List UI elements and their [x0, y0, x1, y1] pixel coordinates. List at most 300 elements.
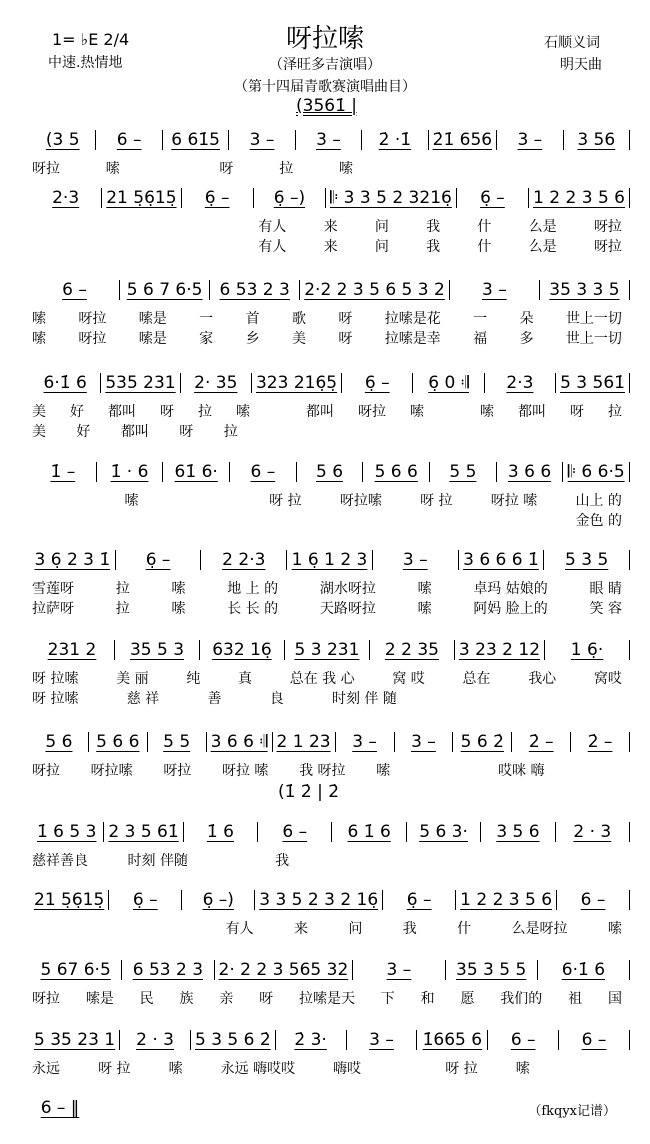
- lyric-word: 纯: [186, 671, 201, 687]
- lyric-word: 愿: [460, 991, 475, 1007]
- measure: 6̣ –: [364, 373, 390, 393]
- notation-line: [30, 1096, 90, 1120]
- lyric-word: 呀拉: [78, 331, 107, 347]
- bar-line: [629, 822, 630, 842]
- lyric-word: [32, 216, 40, 236]
- measure: 6 –: [580, 890, 606, 910]
- lyric-word: 窝哎: [593, 671, 622, 687]
- lyric-word: 么是: [528, 239, 557, 255]
- lyric-word: [274, 401, 282, 421]
- lyric-word: [614, 1058, 622, 1078]
- lyric-word: [424, 850, 432, 870]
- lyric-line: [32, 598, 622, 618]
- lyric-word: 拉: [608, 404, 622, 420]
- notation-line: [30, 820, 630, 844]
- measure: 6̣ –): [202, 890, 234, 910]
- lyric-word: 嗦是: [85, 991, 114, 1007]
- lyric-word: [394, 510, 402, 530]
- measure: 3 6̣ 2 3 1̇: [34, 550, 111, 570]
- song-title: 呀拉嗦: [285, 24, 364, 54]
- lyric-word: [166, 158, 174, 178]
- measure: 5 6: [316, 462, 344, 482]
- lyric-word: 问: [374, 219, 389, 235]
- measure: 2̇ ·1̇: [378, 130, 412, 150]
- lyric-word: 嗦: [32, 311, 46, 327]
- lyric-word: 时刻 伴 随: [331, 691, 397, 707]
- composer: 明天曲: [560, 57, 602, 73]
- lyric-word: 我: [402, 921, 417, 937]
- lyric-word: 卓玛 姑娘的: [473, 581, 548, 597]
- measure: 1̇ 6 5 3: [36, 822, 97, 842]
- lyric-word: 山上 的: [575, 493, 622, 509]
- lyric-word: [334, 510, 342, 530]
- lyric-word: [32, 236, 40, 256]
- lyric-word: 国: [607, 991, 622, 1007]
- measure: 3 –: [481, 280, 507, 300]
- lyric-word: [307, 421, 315, 441]
- lyric-word: [460, 421, 468, 441]
- lyric-word: [515, 510, 523, 530]
- lyric-word: 美: [32, 404, 46, 420]
- lyric-word: 呀 拉嗦: [32, 671, 79, 687]
- measure: 5 6 6: [374, 462, 418, 482]
- lyric-word: 亲: [219, 991, 234, 1007]
- transcriber-credit: （fkqyx记谱）: [528, 1104, 616, 1119]
- measure: 5 6 6: [96, 732, 140, 752]
- lyric-word: 我: [426, 239, 441, 255]
- lyric-word: 拉: [198, 404, 212, 420]
- lyric-line: [32, 918, 622, 938]
- lyric-line: [32, 216, 622, 236]
- lyric-word: [32, 490, 40, 510]
- bar-line: [629, 130, 630, 150]
- lyric-word: 和: [420, 991, 435, 1007]
- contest-note: （第十四届青歌赛演唱曲目）: [234, 79, 416, 95]
- lyric-word: 阿妈 脸上的: [473, 601, 548, 617]
- lyric-line: [32, 578, 622, 598]
- measure: 3 56: [577, 130, 616, 150]
- measure: 323 216̣5̣: [255, 373, 338, 393]
- bar-line: [629, 280, 630, 300]
- lyric-word: 多: [519, 331, 534, 347]
- lyric-word: 呀拉: [32, 763, 60, 779]
- lyric-word: 祖: [568, 991, 583, 1007]
- lyricist: 石顺义词: [544, 35, 600, 51]
- lyric-word: [213, 216, 221, 236]
- lyric-word: 良: [269, 691, 284, 707]
- lyric-word: [92, 510, 100, 530]
- lyric-word: 首: [245, 311, 260, 327]
- lyric-word: 拉: [115, 581, 130, 597]
- lyric-word: 天路呀拉: [319, 601, 376, 617]
- lyric-line: [32, 688, 622, 708]
- lyric-line: [32, 236, 622, 256]
- lyric-word: 嗦: [338, 161, 353, 177]
- lyric-word: 什: [477, 219, 492, 235]
- lyric-word: 美: [291, 331, 306, 347]
- measure: 2 · 3: [136, 1030, 174, 1050]
- bar-line: [629, 373, 630, 393]
- lyric-word: 嗦: [480, 404, 494, 420]
- measure: 6 –: [116, 130, 142, 150]
- lyric-word: 都叫: [306, 404, 334, 420]
- lyric-word: [566, 850, 574, 870]
- measure: 5 6 7 6·5: [126, 280, 203, 300]
- measure: 5 3 5 6 2̇: [194, 1030, 271, 1050]
- intro-notes: (3561̇ |: [296, 96, 358, 116]
- measure: 3 23 2 12: [458, 640, 541, 660]
- lyric-word: [80, 918, 88, 938]
- notation-line: [30, 548, 630, 572]
- lyric-word: 嗦: [124, 493, 139, 509]
- lyric-word: 我: [275, 853, 290, 869]
- lyric-word: 呀 拉: [269, 493, 302, 509]
- lyric-word: 湖水呀拉: [319, 581, 376, 597]
- lyric-word: [129, 918, 137, 938]
- measure: 2̇ 3·: [294, 1030, 327, 1050]
- lyric-word: 歌: [291, 311, 306, 327]
- lyric-word: [399, 1058, 407, 1078]
- measure: 6̣ –: [204, 188, 230, 208]
- measure: 2· 2 2 3 565 32: [218, 960, 349, 980]
- measure: 6 –: [581, 1030, 607, 1050]
- measure: 2·3: [52, 188, 80, 208]
- lyric-word: 呀 拉: [445, 1061, 478, 1077]
- lyric-word: 嗦: [515, 1061, 530, 1077]
- lyric-word: 呀拉: [593, 219, 622, 235]
- lyric-word: [123, 236, 131, 256]
- lyric-word: 嗦: [376, 763, 391, 779]
- lyric-word: 呀拉 嗦: [221, 763, 269, 779]
- lyric-word: 民: [139, 991, 154, 1007]
- lyric-word: [455, 510, 463, 530]
- measure: 1 6̣ 1 2 3: [291, 550, 368, 570]
- lyric-word: [153, 510, 161, 530]
- lyric-word: 嗦: [607, 921, 622, 937]
- lyric-word: [614, 760, 622, 780]
- measure: 6 –: [510, 1030, 536, 1050]
- lyric-word: [223, 490, 231, 510]
- lyric-word: [421, 760, 429, 780]
- lyric-word: [123, 216, 131, 236]
- lyric-word: 美: [32, 424, 46, 440]
- bar-line: [629, 732, 630, 752]
- lyric-word: [499, 421, 507, 441]
- measure: 2 3 5 61̇: [108, 822, 179, 842]
- lyric-word: 长 长 的: [227, 601, 279, 617]
- measure: 1 6̣·: [570, 640, 604, 660]
- key-signature: 1= ♭E 2/4: [52, 30, 130, 49]
- measure: 6 53 2 3: [132, 960, 204, 980]
- lyric-word: 呀: [160, 404, 174, 420]
- lyric-word: 都叫: [108, 404, 136, 420]
- lyric-word: [560, 158, 568, 178]
- lyric-word: [575, 421, 583, 441]
- lyric-word: [168, 216, 176, 236]
- lyric-word: [228, 850, 236, 870]
- lyric-word: 我 呀拉: [299, 763, 346, 779]
- measure: 5 6 2̇: [460, 732, 504, 752]
- notation-line: [30, 460, 630, 484]
- lyric-word: [78, 490, 86, 510]
- lyric-word: 呀拉: [78, 311, 107, 327]
- lyric-word: [274, 510, 282, 530]
- lyric-word: [448, 401, 456, 421]
- lyric-word: 呀拉嗦: [90, 763, 133, 779]
- measure: 3 –: [352, 732, 377, 752]
- lyric-line: [32, 988, 622, 1008]
- measure: 3 6 6: [507, 462, 552, 482]
- lyric-word: 嗦: [32, 331, 46, 347]
- lyric-word: 总在 我 心: [289, 671, 355, 687]
- lyric-word: 我: [426, 219, 441, 235]
- measure: 3 –: [402, 550, 428, 570]
- lyric-word: 拉萨呀: [32, 601, 74, 617]
- measure: 2̇ –: [528, 732, 554, 752]
- notation-line: [30, 278, 630, 302]
- measure: 2̇1̇ 656: [432, 130, 493, 150]
- lyric-word: 笑 容: [589, 601, 622, 617]
- lyric-word: 金色 的: [575, 513, 622, 529]
- bar-line: [629, 462, 630, 482]
- lyric-word: 呀拉: [593, 239, 622, 255]
- lyric-word: [168, 236, 176, 256]
- lyric-word: 哎咪 嗨: [498, 763, 545, 779]
- measure: 3 5 6: [496, 822, 540, 842]
- notation-line: [30, 730, 630, 754]
- measure: 1̇ · 6: [110, 462, 149, 482]
- lyric-word: 呀 拉: [98, 1061, 131, 1077]
- lyric-word: [614, 158, 622, 178]
- lyric-line: [32, 328, 622, 348]
- measure: 6 –: [282, 822, 308, 842]
- lyric-word: 永远 嗨哎哎: [220, 1061, 296, 1077]
- measure: 1 2 2 3 5 6: [533, 188, 625, 208]
- measure: 6 –: [250, 462, 276, 482]
- measure: 5 6: [45, 732, 73, 752]
- lyric-word: 嗨哎: [333, 1061, 362, 1077]
- measure: 3 3 5 2 3 2 16̣: [259, 890, 379, 910]
- lyric-word: 嗦: [410, 404, 424, 420]
- lyric-word: 拉: [279, 161, 294, 177]
- measure: 21 5̣6̣15̣: [34, 890, 105, 910]
- lyric-word: 一: [199, 311, 214, 327]
- lyric-word: 呀 拉嗦: [32, 691, 79, 707]
- bar-line: [629, 550, 630, 570]
- measure: 𝄆 6 6·5: [567, 462, 625, 482]
- lyric-word: 慈祥善良: [32, 853, 88, 869]
- lyric-line: [32, 1058, 622, 1078]
- lyric-word: 什: [477, 239, 492, 255]
- lyric-word: [537, 421, 545, 441]
- measure: 3 6 6 6 1̇: [463, 550, 539, 570]
- measure: 35 5 3: [129, 640, 185, 660]
- measure: (3 5: [45, 130, 80, 150]
- measure: 3 –: [517, 130, 543, 150]
- lyric-word: 来: [323, 239, 338, 255]
- lyric-word: 拉: [223, 424, 238, 440]
- measure: 5 3 5: [565, 550, 609, 570]
- measure: 2 2 35: [384, 640, 439, 660]
- measure: 6 61̇5: [171, 130, 220, 150]
- lyric-word: 呀拉 嗦: [490, 493, 538, 509]
- bar-line: [629, 640, 630, 660]
- lyric-word: 慈 祥: [126, 691, 160, 707]
- lyric-word: [329, 850, 337, 870]
- measure: 3 –: [369, 1030, 394, 1050]
- tempo-marking: 中速.热情地: [48, 55, 123, 71]
- lyric-word: [445, 688, 453, 708]
- lyric-word: [575, 760, 583, 780]
- measure: 1 2 2 3 5 6: [460, 890, 553, 910]
- lyric-word: 地 上 的: [227, 581, 279, 597]
- lyric-word: 呀拉: [32, 991, 60, 1007]
- lyric-word: [213, 510, 221, 530]
- lyric-word: [460, 760, 468, 780]
- notation-line: [30, 371, 630, 395]
- lyric-word: 永远: [32, 1061, 60, 1077]
- lyric-word: 我们的: [500, 991, 543, 1007]
- lyric-word: [519, 850, 527, 870]
- lyric-word: 世上一切: [565, 311, 622, 327]
- lyric-word: 来: [293, 921, 308, 937]
- measure: 6̣ –: [406, 890, 432, 910]
- lyric-word: 雪莲呀: [32, 581, 74, 597]
- measure: 6·1̇ 6: [561, 960, 606, 980]
- lyric-word: 时刻 伴随: [127, 853, 188, 869]
- measure: 6 1̇ 6: [347, 822, 391, 842]
- measure: 231 2: [47, 640, 97, 660]
- lyric-word: 呀: [570, 404, 584, 420]
- lyric-word: 我心: [528, 671, 557, 687]
- lyric-word: 嗦是: [138, 331, 167, 347]
- measure: 3 –: [411, 732, 436, 752]
- lyric-word: 嗦: [105, 161, 120, 177]
- measure: 6̣ –: [145, 550, 171, 570]
- lyric-word: 呀拉: [358, 404, 386, 420]
- lyric-word: 问: [348, 921, 363, 937]
- lyric-word: 问: [374, 239, 389, 255]
- measure: 1̇665 6: [422, 1030, 483, 1050]
- lyric-word: 呀: [259, 991, 274, 1007]
- lyric-word: 有人: [225, 921, 254, 937]
- measure: 3 –: [386, 960, 412, 980]
- lyric-word: 呀拉: [32, 161, 60, 177]
- lyric-word: 拉嗦是天: [298, 991, 355, 1007]
- lyric-word: 呀拉嗦: [339, 493, 382, 509]
- lyric-word: 嗦: [168, 1061, 183, 1077]
- lyric-word: [558, 688, 566, 708]
- measure: 3 6 6 𝄇: [210, 732, 268, 752]
- measure: 21 5̣6̣15̣: [106, 188, 177, 208]
- lyric-line: [32, 401, 622, 421]
- lyric-line: [32, 850, 622, 870]
- lyric-word: 拉嗦是幸: [384, 331, 441, 347]
- singer-credit: （泽旺多吉演唱）: [269, 57, 381, 73]
- bar-line: [629, 890, 630, 910]
- measure: 2 2·3: [222, 550, 266, 570]
- lyric-word: [614, 688, 622, 708]
- lyric-word: 么是呀拉: [511, 921, 568, 937]
- measure: 5 5: [163, 732, 191, 752]
- lyric-word: 呀: [338, 331, 353, 347]
- lyric-word: 总在: [462, 671, 491, 687]
- measure: 6 – ‖: [40, 1098, 80, 1118]
- measure: 𝄆 3 3 5 2 3216̣: [330, 188, 452, 208]
- lyric-word: [177, 490, 185, 510]
- lyric-word: 家: [199, 331, 214, 347]
- lyric-word: 嗦: [171, 601, 186, 617]
- lyric-word: [614, 850, 622, 870]
- measure: 632 16̣: [212, 640, 272, 660]
- lyric-word: [177, 918, 185, 938]
- lyric-word: [506, 158, 514, 178]
- notation-line: [30, 888, 630, 912]
- measure: 35 3 3 5: [549, 280, 620, 300]
- lyric-line: [32, 421, 622, 441]
- measure: 5 5: [449, 462, 477, 482]
- measure: 5 3 561̇: [560, 373, 625, 393]
- lyric-word: 呀: [338, 311, 353, 327]
- lyric-word: 拉: [115, 601, 130, 617]
- lyric-line: [32, 760, 622, 780]
- lyric-word: 族: [179, 991, 194, 1007]
- lyric-word: 一: [473, 311, 488, 327]
- measure: 6 53 2 3: [219, 280, 290, 300]
- lyric-word: 福: [473, 331, 488, 347]
- bar-line: [629, 1030, 630, 1050]
- lyric-word: [422, 421, 430, 441]
- lyric-word: 有人: [258, 219, 287, 235]
- lyric-word: 都叫: [120, 424, 149, 440]
- lyric-word: 善: [207, 691, 222, 707]
- lyric-word: 呀: [219, 161, 234, 177]
- measure: 535 231: [105, 373, 176, 393]
- lyric-word: 好: [76, 424, 91, 440]
- lyric-word: 嗦: [236, 404, 250, 420]
- lyric-word: 什: [457, 921, 472, 937]
- lyric-word: 嗦: [417, 581, 432, 597]
- lyric-word: 美 丽: [116, 671, 149, 687]
- notation-line: [30, 186, 630, 210]
- lyric-word: 眼 睛: [589, 581, 622, 597]
- lyric-line: [32, 490, 622, 510]
- lyric-word: [213, 236, 221, 256]
- measure: 5 3 231: [294, 640, 360, 660]
- lyric-word: [376, 850, 384, 870]
- measure: 35 3 5 5: [456, 960, 527, 980]
- lyric-word: 都叫: [518, 404, 546, 420]
- lyric-line: [32, 308, 622, 328]
- lyric-word: [32, 510, 40, 530]
- lyric-word: 嗦: [417, 601, 432, 617]
- pickup-notes: (1̇ 2̇ | 2̇: [278, 782, 340, 802]
- measure: 6·1̇ 6: [43, 373, 87, 393]
- lyric-word: 拉嗦是花: [384, 311, 441, 327]
- measure: 3 –: [316, 130, 341, 150]
- lyric-word: 真: [238, 671, 253, 687]
- measure: 2·2 2 3 5 6 5 3 2: [304, 280, 445, 300]
- measure: 3 –: [249, 130, 275, 150]
- lyric-word: 嗦: [171, 581, 186, 597]
- measure: 1̇ 6: [206, 822, 234, 842]
- lyric-word: [471, 850, 479, 870]
- measure: 6̣ –: [132, 890, 158, 910]
- lyric-word: 乡: [245, 331, 260, 347]
- measure: 2 · 3: [573, 822, 612, 842]
- measure: 5 67 6·5: [40, 960, 111, 980]
- measure: 2 1 23: [276, 732, 331, 752]
